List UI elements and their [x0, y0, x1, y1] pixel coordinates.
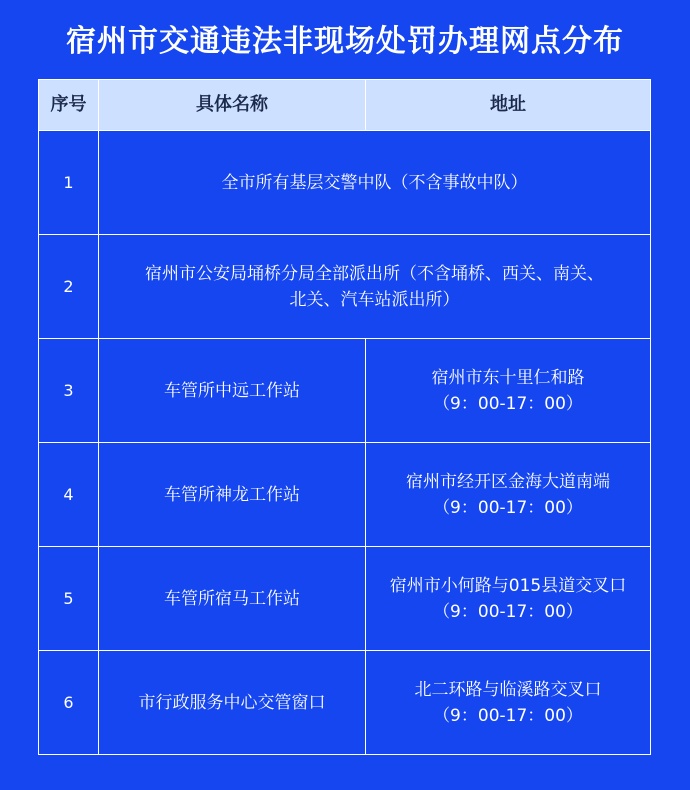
- row-address: [366, 443, 651, 547]
- row-index: 3: [39, 339, 99, 443]
- row-name: 车管所中远工作站: [99, 339, 366, 443]
- row-index: 2: [39, 235, 99, 339]
- row-address-hours: （9：00-17：00）: [433, 705, 583, 726]
- page-title: 宿州市交通违法非现场处罚办理网点分布: [66, 24, 624, 59]
- row-address-line1: 宿州市东十里仁和路: [431, 367, 585, 388]
- row-address-hours: （9：00-17：00）: [433, 497, 583, 518]
- row-address-hours: （9：00-17：00）: [433, 601, 583, 622]
- row-name: 车管所宿马工作站: [99, 547, 366, 651]
- table-header-row: [39, 80, 651, 131]
- row-merged-text-line2: 北关、汽车站派出所）: [289, 289, 460, 310]
- row-address: [366, 651, 651, 755]
- row-index: 5: [39, 547, 99, 651]
- row-merged-text: 全市所有基层交警中队（不含事故中队）: [221, 172, 528, 193]
- row-merged-cell: [99, 235, 651, 339]
- header-address: 地址: [366, 80, 651, 131]
- row-address: [366, 547, 651, 651]
- row-index: 1: [39, 131, 99, 235]
- table-row: [39, 443, 651, 547]
- row-index: 6: [39, 651, 99, 755]
- row-merged-text-line1: 宿州市公安局埇桥分局全部派出所（不含埇桥、西关、南关、: [145, 263, 604, 284]
- table-row: [39, 651, 651, 755]
- header-index: 序号: [39, 80, 99, 131]
- table-row: [39, 131, 651, 235]
- row-address-line1: 北二环路与临溪路交叉口: [414, 679, 602, 700]
- header-name: 具体名称: [99, 80, 366, 131]
- row-address: [366, 339, 651, 443]
- row-name: 市行政服务中心交管窗口: [99, 651, 366, 755]
- table-row: [39, 235, 651, 339]
- row-index: 4: [39, 443, 99, 547]
- row-name: 车管所神龙工作站: [99, 443, 366, 547]
- row-address-line1: 宿州市经开区金海大道南端: [406, 471, 610, 492]
- service-points-table: [38, 79, 651, 755]
- row-address-hours: （9：00-17：00）: [433, 393, 583, 414]
- row-merged-cell: [99, 131, 651, 235]
- table-row: [39, 339, 651, 443]
- row-address-line1: 宿州市小何路与015县道交叉口: [389, 575, 627, 596]
- table-row: [39, 547, 651, 651]
